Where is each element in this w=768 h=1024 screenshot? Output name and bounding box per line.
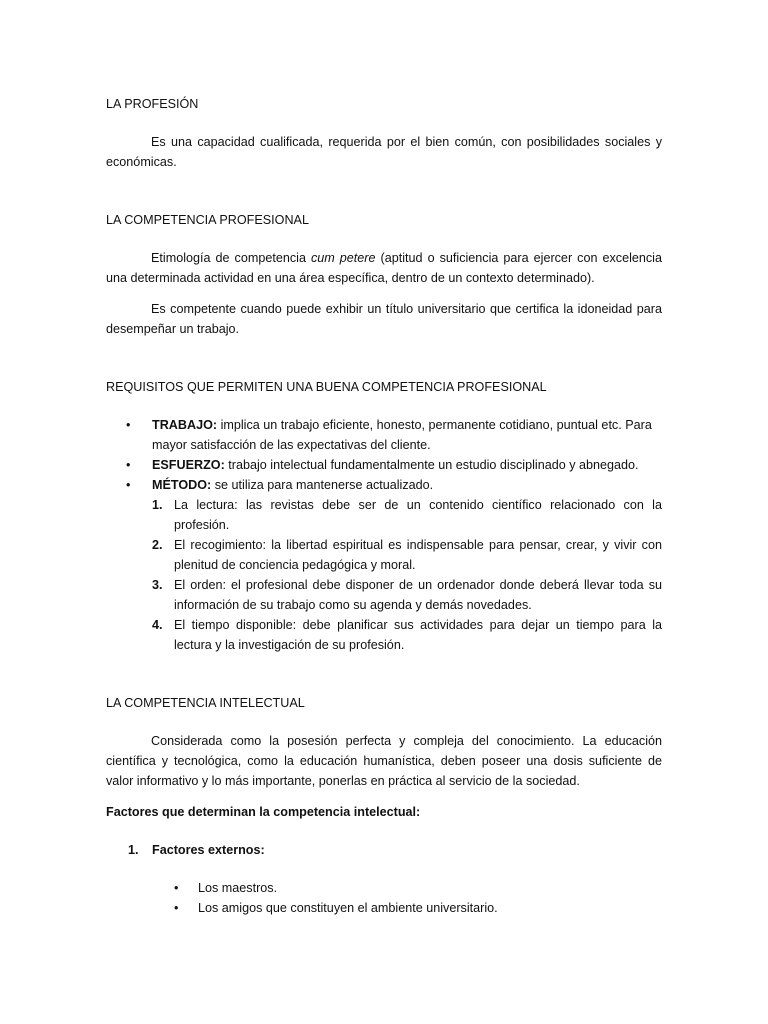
list-item: 2. El recogimiento: la libertad espiritual es indispensable para pensar, crear, y vivir con plenitud de conciencia pedagógica y moral. bbox=[152, 538, 662, 572]
bullet-icon: • bbox=[174, 881, 179, 895]
para-es-competente: Es competente cuando puede exhibir un título universitario que certifica la idoneidad para desempeñar un trabajo. bbox=[106, 302, 662, 336]
heading-requisitos: REQUISITOS QUE PERMITEN UNA BUENA COMPETENCIA PROFESIONAL bbox=[106, 380, 547, 394]
para-intelectual: Considerada como la posesión perfecta y compleja del conocimiento. La educación científica y tecnológica, como la educación humanística, deben poseer una dosis suficiente de valor informativo y lo más importante, ponerlas en práctica al servicio de la sociedad. bbox=[106, 734, 662, 788]
list-item: • MÉTODO: se utiliza para mantenerse actualizado. bbox=[106, 475, 662, 495]
list-item: • ESFUERZO: trabajo intelectual fundamentalmente un estudio disciplinado y abnegado. bbox=[106, 455, 662, 475]
list-item: • TRABAJO: implica un trabajo eficiente, honesto, permanente cotidiano, puntual etc. Para mayor satisfacción de las expectativas del cliente. bbox=[106, 415, 662, 455]
factors-list bbox=[106, 840, 662, 860]
bullet-icon: • bbox=[126, 418, 131, 432]
list-item: 4. El tiempo disponible: debe planificar sus actividades para dejar un tiempo para la lectura y la investigación de su profesión. bbox=[152, 618, 662, 652]
metodo-steps-list bbox=[106, 495, 662, 655]
external-factors-list bbox=[106, 878, 662, 918]
para-etimologia: Etimología de competencia cum petere (aptitud o suficiencia para ejercer con excelencia una determinada actividad en una área específica, dentro de un contexto determinado). bbox=[106, 251, 662, 285]
bullet-icon: • bbox=[126, 458, 131, 472]
heading-competencia-profesional: LA COMPETENCIA PROFESIONAL bbox=[106, 213, 309, 227]
heading-competencia-intelectual: LA COMPETENCIA INTELECTUAL bbox=[106, 696, 305, 710]
list-item: • Los amigos que constituyen el ambiente universitario. bbox=[106, 898, 662, 918]
requisitos-list bbox=[106, 415, 662, 495]
factors-title: Factores que determinan la competencia intelectual: bbox=[106, 805, 421, 819]
list-item: • Los maestros. bbox=[106, 878, 662, 898]
list-item: 1. Factores externos: bbox=[128, 843, 265, 857]
list-item: 1. La lectura: las revistas debe ser de un contenido científico relacionado con la profesión. bbox=[152, 498, 662, 532]
latin-term: cum petere bbox=[310, 251, 376, 265]
para-profesion: Es una capacidad cualificada, requerida por el bien común, con posibilidades sociales y económicas. bbox=[106, 135, 662, 169]
bullet-icon: • bbox=[126, 478, 131, 492]
heading-la-profesion: LA PROFESIÓN bbox=[106, 97, 199, 111]
bullet-icon: • bbox=[174, 901, 179, 915]
list-item: 3. El orden: el profesional debe disponer de un ordenador donde deberá llevar toda su información de su trabajo como su agenda y demás novedades. bbox=[152, 578, 662, 612]
